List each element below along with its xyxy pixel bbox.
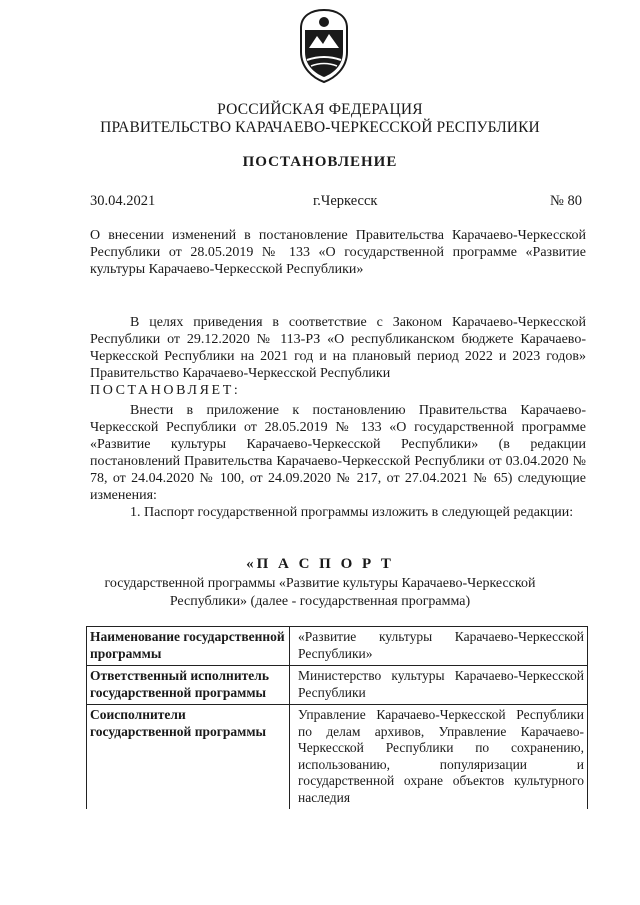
- amendment-paragraph: Внести в приложение к постановлению Правительства Карачаево-Черкесской Республики от 28.05.2019 № 133 «О государственной программе «Развитие культуры Карачаево-Черкесской Республики» (в редакции постановлений Правительства Карачаево-Черкесской Республики от 03.04.2020 № 78, от 24.04.2020 № 100, от 24.09.2020 № 217, от 27.04.2021 № 65) следующие изменения:: [90, 403, 586, 503]
- document-subject: О внесении изменений в постановление Правительства Карачаево-Черкесской Республики от 28.05.2019 № 133 «О государственной программе «Развитие культуры Карачаево-Черкесской Республики»: [90, 228, 586, 277]
- passport-subtitle-line2: Республики» (далее - государственная программа): [169, 594, 471, 609]
- passport-subtitle-line1: государственной программы «Развитие культуры Карачаево-Черкесской: [104, 576, 536, 591]
- document-title: ПОСТАНОВЛЕНИЕ: [242, 154, 398, 170]
- coat-of-arms-emblem: [293, 8, 355, 84]
- row-label: Соисполнители государственной программы: [87, 705, 290, 810]
- preamble-paragraph: В целях приведения в соответствие с Законом Карачаево-Черкесской Республики от 29.12.2020 № 113-РЗ «О республиканском бюджете Карачаево-Черкесской Республики на 2021 год и на плановый период 2022 и 2023 годов» Правительство Карачаево-Черкесской Республики: [90, 315, 586, 381]
- document-city: г.Черкесск: [313, 193, 378, 209]
- row-value: Управление Карачаево-Черкесской Республики по делам архивов, Управление Карачаево-Черкесской Республики по сохранению, использованию, популяризации и государственной охране объектов культурного наследия: [290, 705, 588, 810]
- resolves-keyword: ПОСТАНОВЛЯЕТ:: [90, 383, 241, 398]
- header-country: РОССИЙСКАЯ ФЕДЕРАЦИЯ: [217, 101, 423, 118]
- row-value: Министерство культуры Карачаево-Черкесской Республики: [290, 666, 588, 705]
- table-row: [87, 627, 588, 666]
- document-number: № 80: [550, 193, 582, 209]
- header-government: ПРАВИТЕЛЬСТВО КАРАЧАЕВО-ЧЕРКЕССКОЙ РЕСПУБЛИКИ: [100, 119, 540, 136]
- table-row: [87, 666, 588, 705]
- table-row: [87, 705, 588, 810]
- passport-title: «П А С П О Р Т: [246, 556, 394, 572]
- row-value: «Развитие культуры Карачаево-Черкесской Республики»: [290, 627, 588, 666]
- row-label: Ответственный исполнитель государственной программы: [87, 666, 290, 705]
- item-1-paragraph: 1. Паспорт государственной программы изложить в следующей редакции:: [130, 505, 574, 520]
- passport-table: [86, 626, 588, 809]
- document-date: 30.04.2021: [90, 193, 156, 209]
- row-label: Наименование государственной программы: [87, 627, 290, 666]
